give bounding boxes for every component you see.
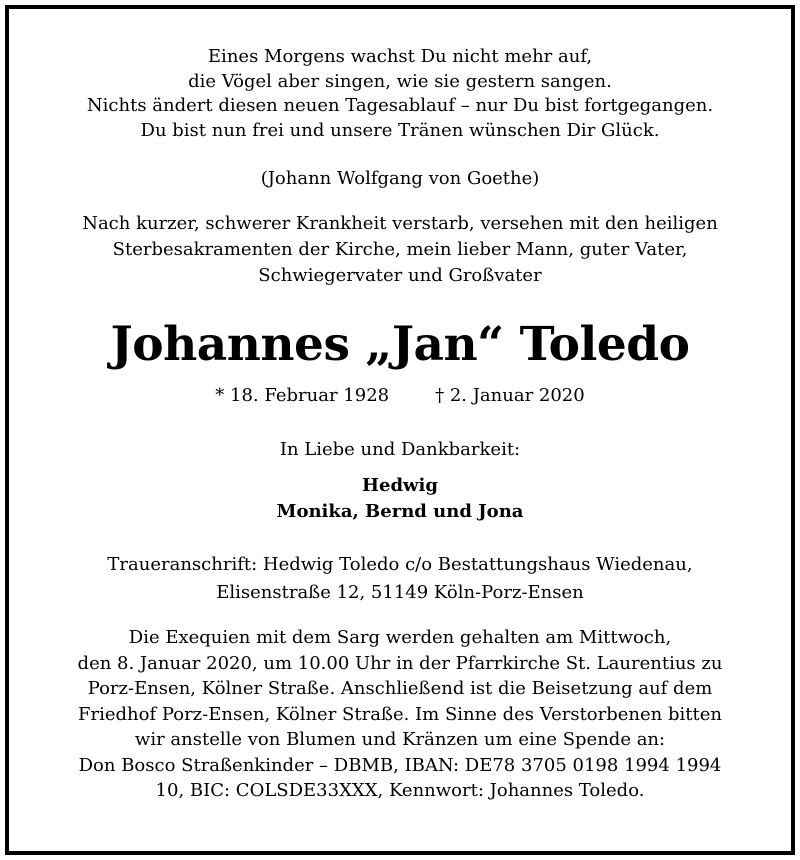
- birth-date: * 18. Februar 1928: [215, 385, 390, 406]
- deceased-name: Johannes „Jan“ Toledo: [110, 317, 690, 372]
- poem-line: die Vögel aber singen, wie sie gestern sangen.: [188, 70, 612, 92]
- funeral-service-details: [5, 625, 795, 804]
- mourner-line: Hedwig: [362, 475, 438, 496]
- address-line: Traueranschrift: Hedwig Toledo c/o Bestattungshaus Wiedenau,: [107, 554, 693, 575]
- poem-attribution: (Johann Wolfgang von Goethe): [260, 168, 540, 189]
- service-line: wir anstelle von Blumen und Kränzen um eine Spende an:: [134, 729, 666, 750]
- poem-line: Du bist nun frei und unsere Tränen wünschen Dir Glück.: [140, 119, 660, 141]
- death-date: † 2. Januar 2020: [435, 385, 585, 406]
- mourners-names: [5, 473, 795, 525]
- life-dates: [5, 383, 795, 409]
- service-line: Die Exequien mit dem Sarg werden gehalten am Mittwoch,: [128, 627, 672, 648]
- service-line: 10, BIC: COLSDE33XXX, Kennwort: Johannes Toledo.: [155, 780, 645, 801]
- death-announcement: [5, 211, 795, 289]
- mourner-line: Monika, Bernd und Jona: [276, 501, 524, 522]
- service-line: Porz-Ensen, Kölner Straße. Anschließend ist die Beisetzung auf dem: [87, 678, 713, 699]
- poem-line: Eines Morgens wachst Du nicht mehr auf,: [207, 46, 593, 67]
- poem-line: Nichts ändert diesen neuen Tagesablauf – nur Du bist fortgegangen.: [86, 95, 714, 116]
- mourners-heading: In Liebe und Dankbarkeit:: [279, 439, 521, 460]
- service-line: Don Bosco Straßenkinder – DBMB, IBAN: DE78 3705 0198 1994 1994: [78, 754, 722, 776]
- mourning-address: [5, 551, 795, 607]
- service-line: Friedhof Porz-Ensen, Kölner Straße. Im Sinne des Verstorbenen bitten: [78, 703, 722, 725]
- service-line: den 8. Januar 2020, um 10.00 Uhr in der Pfarrkirche St. Laurentius zu: [77, 652, 723, 674]
- announcement-line: Nach kurzer, schwerer Krankheit verstarb, versehen mit den heiligen: [82, 213, 718, 234]
- announcement-line: Schwiegervater und Großvater: [258, 265, 542, 286]
- address-line: Elisenstraße 12, 51149 Köln-Porz-Ensen: [216, 582, 584, 603]
- announcement-line: Sterbesakramenten der Kirche, mein lieber Mann, guter Vater,: [112, 239, 688, 260]
- poem: [5, 45, 795, 143]
